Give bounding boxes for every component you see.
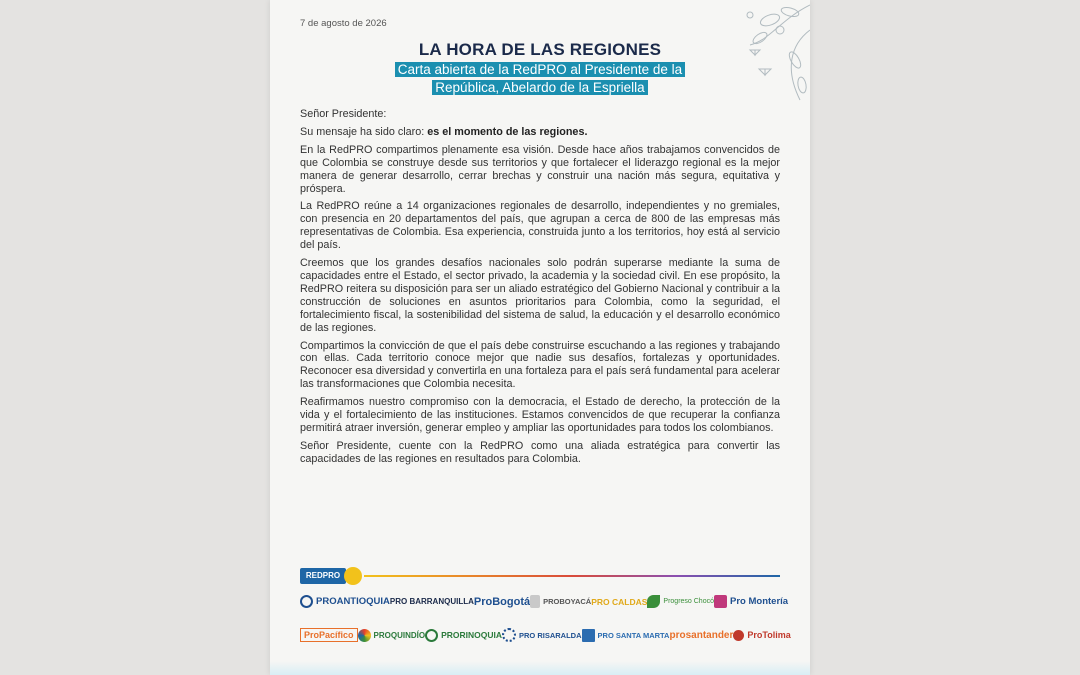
- paragraph-2: En la RedPRO compartimos plenamente esa visión. Desde hace años trabajamos convencidos de que Colombia se construye desde sus territorios y que fortalecer el liderazgo regional es la mejor manera de generar desarrollo, cerrar brechas y construir una nación más segura, equitativa y próspera.: [300, 143, 780, 195]
- letter-body: [300, 108, 780, 471]
- paragraph-1-lead: Su mensaje ha sido claro:: [300, 125, 428, 138]
- logo-progreso-choco: Progreso Chocó: [647, 595, 714, 608]
- letter-date: 7 de agosto de 2026: [300, 18, 387, 29]
- building-icon: [530, 595, 540, 608]
- bottom-band: [270, 661, 810, 675]
- logos-row-1: [300, 595, 789, 608]
- paragraph-1-bold: es el momento de las regiones.: [427, 125, 588, 138]
- gradient-line: [364, 575, 780, 577]
- logo-procaldas: PRO CALDAS: [591, 596, 648, 607]
- m-logo-icon: [714, 595, 727, 608]
- logo-prosantamarta: PRO SANTA MARTA: [582, 629, 670, 642]
- at-logo-icon: [733, 630, 744, 641]
- leaf-icon: [647, 595, 660, 608]
- paragraph-6: Reafirmamos nuestro compromiso con la democracia, el Estado de derecho, la protección de la vida y el fortalecimiento de las instituciones. Estamos convencidos de que recuperar la confianza permitirá atraer inversión, generar empleo y ampliar las oportunidades para todos los colombianos.: [300, 396, 780, 434]
- logo-probogota: ProBogotá: [473, 595, 531, 608]
- subtitle-line-1: Carta abierta de la RedPRO al Presidente de la: [395, 62, 685, 77]
- logo-promonteria: Pro Montería: [714, 595, 788, 608]
- paragraph-1: [300, 126, 780, 139]
- logo-propacifico: ProPacífico: [300, 628, 358, 642]
- box-icon: [582, 629, 595, 642]
- logo-proantioquia: PROANTIOQUIA: [300, 595, 390, 608]
- paragraph-3: La RedPRO reúne a 14 organizaciones regionales de desarrollo, independientes y no gremiales, con presencia en 20 departamentos del país, que agrupan a cerca de 800 de las empresas más representativas de Colombia. Esa experiencia, construida junto a los territorios, hoy está al servicio del país.: [300, 200, 780, 252]
- logo-prorisaralda: PRO RISARALDA: [502, 628, 582, 642]
- ring-icon: [425, 629, 438, 642]
- logo-probarranquilla: PRO BARRANQUILLA: [389, 597, 474, 606]
- footer-divider: [300, 568, 780, 584]
- logo-proboyaca: PROBOYACÁ: [530, 595, 591, 608]
- redpro-brand: REDPRO: [300, 568, 346, 584]
- logos-row-2: [300, 628, 791, 642]
- letter-page: [270, 0, 810, 675]
- subtitle-line-2: República, Abelardo de la Espriella: [432, 80, 647, 95]
- logo-prorinoquia: PRORINOQUIA: [425, 629, 502, 642]
- paragraph-5: Compartimos la convicción de que el país debe construirse escuchando a las regiones y trabajando con ellas. Cada territorio conoce mejor que nadie sus desafíos, fortalezas y oportunidades. Reconocer esa diversidad y convertirla en una fortaleza para el país será fundamental para acelerar las transformaciones que Colombia necesita.: [300, 339, 780, 391]
- circle-logo-icon: [300, 595, 313, 608]
- logo-prosantander: prosantander: [669, 629, 734, 641]
- wheel-icon: [502, 628, 516, 642]
- paragraph-4: Creemos que los grandes desafíos nacionales solo podrán superarse mediante la suma de capacidades entre el Estado, el sector privado, la academia y la sociedad civil. En ese propósito, la RedPRO reitera su disposición para ser un aliado estratégico del Gobierno Nacional y contribuir a la construcción de soluciones en asuntos prioritarios para Colombia, como la seguridad, el fortalecimiento fiscal, la sostenibilidad del sistema de salud, la educación y el desarrollo económico de las regiones.: [300, 257, 780, 334]
- salutation: Señor Presidente:: [300, 108, 387, 120]
- letter-title: LA HORA DE LAS REGIONES: [418, 40, 662, 59]
- logo-proquindio: PROQUINDÍO: [358, 629, 426, 642]
- paragraph-7: Señor Presidente, cuente con la RedPRO como una aliada estratégica para convertir las capacidades de las regiones en resultados para Colombia.: [300, 439, 780, 465]
- letter-subtitle: [270, 61, 810, 97]
- flower-icon: [358, 629, 371, 642]
- redpro-circle-icon: [344, 567, 362, 585]
- logo-protolima: ProTolima: [733, 630, 790, 641]
